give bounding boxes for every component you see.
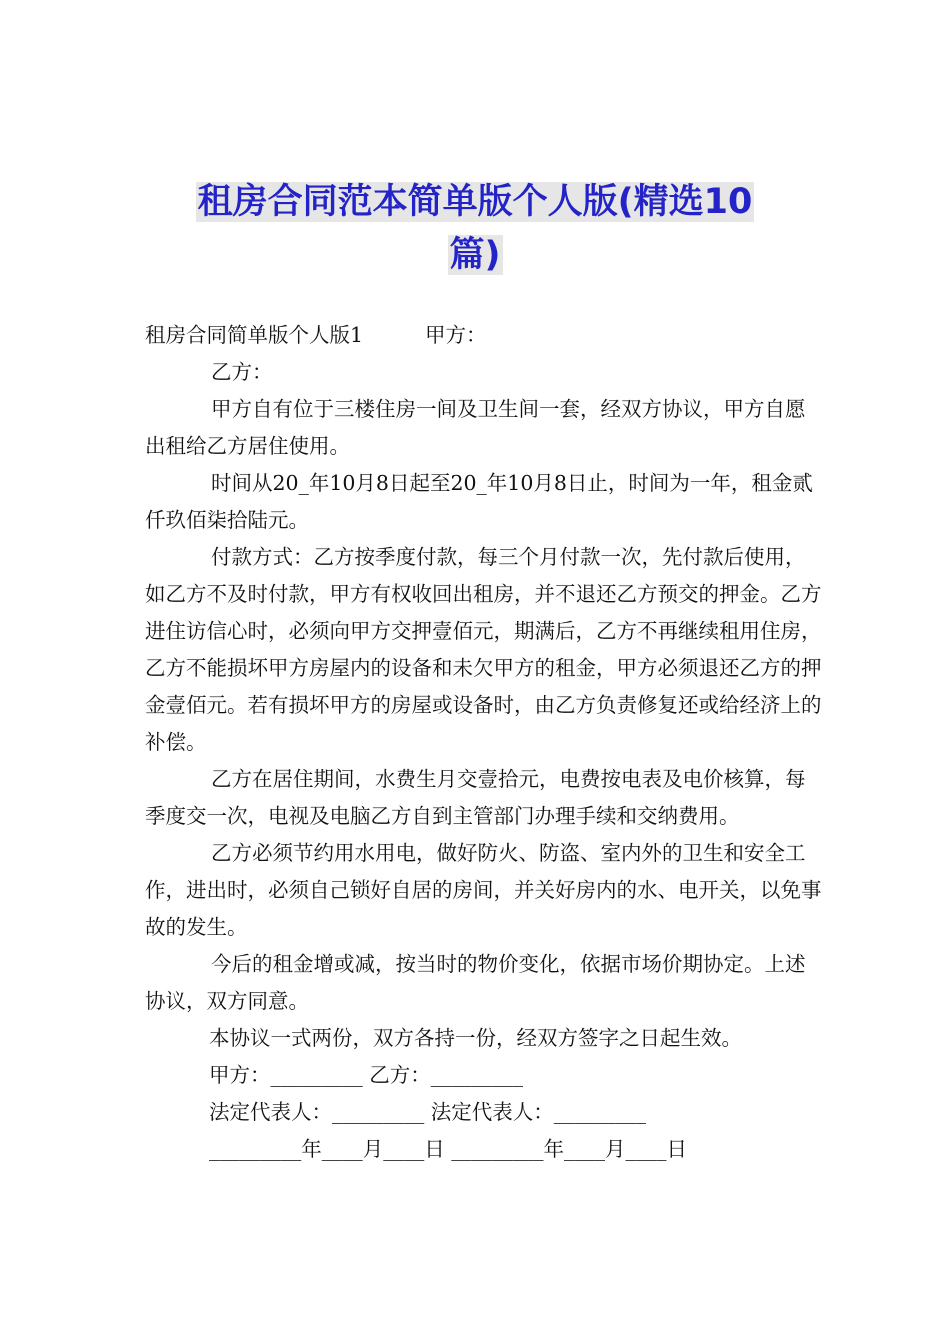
paragraph-payment: 付款方式：乙方按季度付款，每三个月付款一次，先付款后使用，如乙方不及时付款，甲方有权收回出租房，并不退还乙方预交的押金。乙方进住访信心时，必须向甲方交押壹佰元，期满后，乙方不再继续租用住房，乙方不能损坏甲方房屋内的设备和未欠甲方的租金，甲方必须退还乙方的押金壹佰元。若有损坏甲方的房屋或设备时，由乙方负责修复还或给经济上的补偿。 bbox=[145, 545, 822, 754]
section-heading-line bbox=[145, 317, 825, 354]
closing-statement: 本协议一式两份，双方各持一份，经双方签字之日起生效。 bbox=[209, 1026, 742, 1050]
party-a-label: 甲方： bbox=[425, 323, 487, 347]
signature-parties: 甲方：_________ 乙方：_________ bbox=[209, 1063, 524, 1087]
paragraph-term: 时间从20_年10月8日起至20_年10月8日止，时间为一年，租金贰仟玖佰柒拾陆元。 bbox=[145, 471, 813, 532]
title-line-2: 篇) bbox=[449, 235, 501, 275]
paragraph-rent-adjustment: 今后的租金增或减，按当时的物价变化，依据市场价期协定。上述协议，双方同意。 bbox=[145, 952, 806, 1013]
paragraph-safety: 乙方必须节约用水用电，做好防火、防盗、室内外的卫生和安全工作，进出时，必须自己锁好自居的房间，并关好房内的水、电开关，以免事故的发生。 bbox=[145, 841, 822, 939]
paragraph-utilities: 乙方在居住期间，水费生月交壹拾元，电费按电表及电价核算，每季度交一次，电视及电脑乙方自到主管部门办理手续和交纳费用。 bbox=[145, 767, 806, 828]
signature-dates: _________年____月____日 _________年____月____日 bbox=[209, 1137, 688, 1161]
contract-body bbox=[145, 317, 825, 1168]
party-b-label: 乙方： bbox=[211, 360, 273, 384]
section-heading: 租房合同简单版个人版1 bbox=[145, 323, 364, 347]
signature-representatives: 法定代表人：_________ 法定代表人：_________ bbox=[209, 1100, 647, 1124]
title-line-1: 租房合同范本简单版个人版(精选10 bbox=[197, 182, 753, 222]
document-title bbox=[120, 176, 830, 282]
paragraph-premises: 甲方自有位于三楼住房一间及卫生间一套，经双方协议，甲方自愿出租给乙方居住使用。 bbox=[145, 397, 806, 458]
